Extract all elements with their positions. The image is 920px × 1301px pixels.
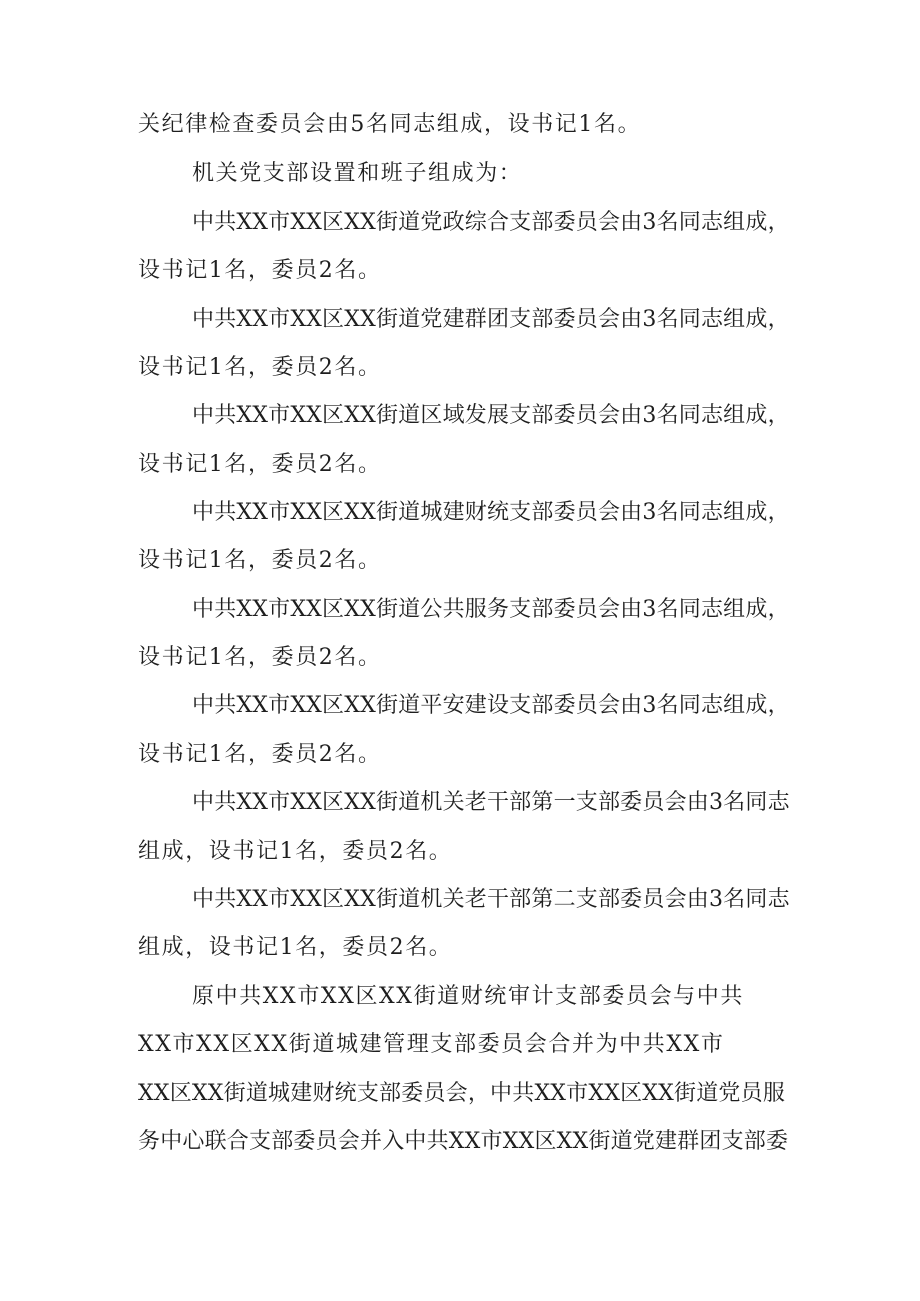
paragraph-line: XX区XX街道城建财统支部委员会，中共XX市XX区XX街道党员服 [138, 1081, 786, 1106]
paragraph-line: 务中心联合支部委员会并入中共XX市XX区XX街道党建群团支部委 [138, 1129, 789, 1154]
paragraph-line: 设书记1名，委员2名。 [138, 258, 382, 283]
paragraph-line: XX市XX区XX街道城建管理支部委员会合并为中共XX市 [138, 1032, 725, 1057]
paragraph-line: 原中共XX市XX区XX街道财统审计支部委员会与中共 [192, 984, 744, 1009]
paragraph-line: 中共XX市XX区XX街道党建群团支部委员会由3名同志组成， [192, 307, 790, 332]
paragraph-line: 设书记1名，委员2名。 [138, 548, 382, 573]
paragraph-line: 中共XX市XX区XX街道区域发展支部委员会由3名同志组成， [192, 403, 790, 428]
paragraph-line: 组成，设书记1名，委员2名。 [138, 839, 453, 864]
paragraph-line: 组成，设书记1名，委员2名。 [138, 935, 453, 960]
paragraph-line: 中共XX市XX区XX街道机关老干部第二支部委员会由3名同志 [192, 887, 790, 912]
paragraph-line: 中共XX市XX区XX街道城建财统支部委员会由3名同志组成， [192, 500, 790, 525]
paragraph-line: 设书记1名，委员2名。 [138, 452, 382, 477]
section-heading: 机关党支部设置和班子组成为： [192, 161, 523, 186]
paragraph-line: 设书记1名，委员2名。 [138, 742, 382, 767]
paragraph-line: 中共XX市XX区XX街道机关老干部第一支部委员会由3名同志 [192, 790, 790, 815]
paragraph-line: 中共XX市XX区XX街道平安建设支部委员会由3名同志组成， [192, 693, 790, 718]
paragraph-line: 关纪律检查委员会由5名同志组成，设书记1名。 [138, 112, 642, 137]
paragraph-line: 中共XX市XX区XX街道公共服务支部委员会由3名同志组成， [192, 597, 790, 622]
paragraph-line: 设书记1名，委员2名。 [138, 645, 382, 670]
paragraph-line: 中共XX市XX区XX街道党政综合支部委员会由3名同志组成， [192, 210, 790, 235]
paragraph-line: 设书记1名，委员2名。 [138, 355, 382, 380]
